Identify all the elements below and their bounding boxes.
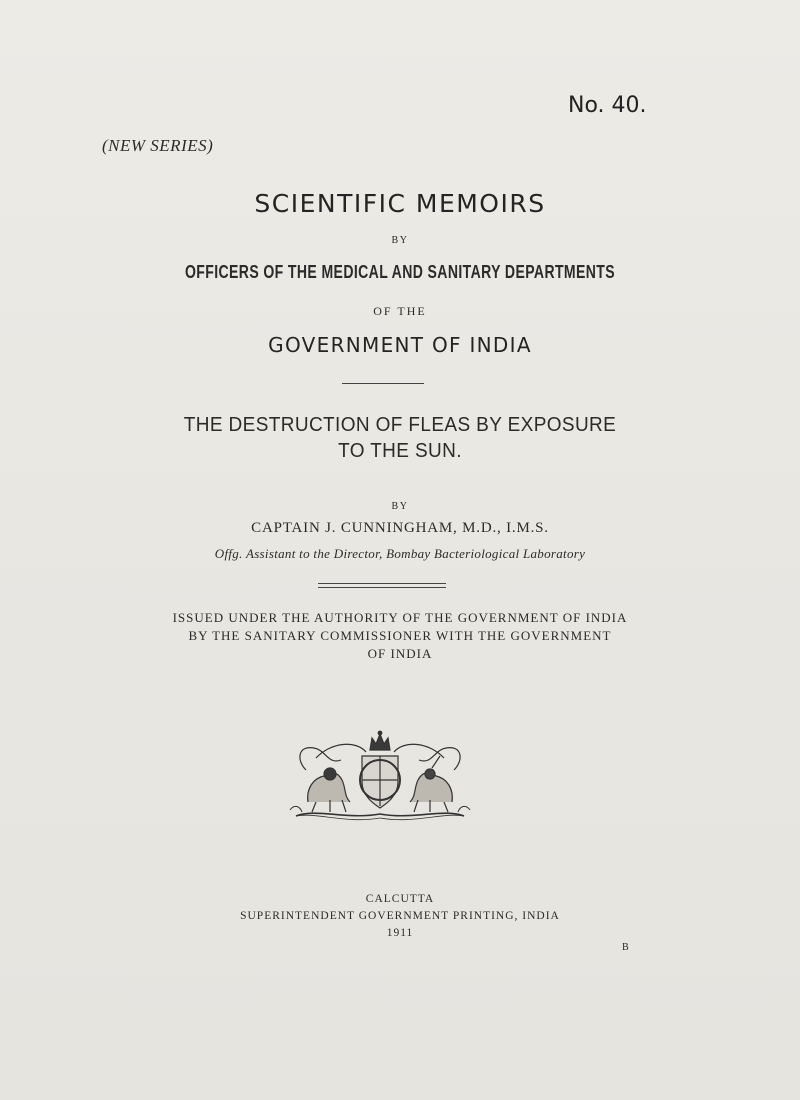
government-heading: GOVERNMENT OF INDIA xyxy=(268,333,532,357)
signature-mark: B xyxy=(622,942,630,953)
imprint-year: 1911 xyxy=(386,927,414,939)
page-title: SCIENTIFIC MEMOIRS xyxy=(254,189,546,218)
imprint-printer: SUPERINTENDENT GOVERNMENT PRINTING, INDIA xyxy=(240,910,560,922)
imprint-city: CALCUTTA xyxy=(365,893,435,905)
paper-title-line-2: TO THE SUN. xyxy=(338,440,462,462)
royal-coat-of-arms-icon xyxy=(286,730,474,822)
by-label: BY xyxy=(391,235,409,246)
paper-title-line-1: THE DESTRUCTION OF FLEAS BY EXPOSURE xyxy=(183,414,617,436)
issued-line: ISSUED UNDER THE AUTHORITY OF THE GOVERNMENT OF INDIA xyxy=(172,610,628,625)
memoir-number: No. 40. xyxy=(568,93,647,118)
series-label: (NEW SERIES) xyxy=(102,136,214,155)
divider-rule xyxy=(342,383,424,384)
author-by-label: BY xyxy=(391,501,409,512)
subtitle: OFFICERS OF THE MEDICAL AND SANITARY DEPARTMENTS xyxy=(184,262,616,282)
double-divider-rule xyxy=(318,583,446,588)
author-affiliation: Offg. Assistant to the Director, Bombay Bacteriological Laboratory xyxy=(214,546,586,561)
issued-line: BY THE SANITARY COMMISSIONER WITH THE GOVERNMENT xyxy=(188,628,612,643)
author-name: CAPTAIN J. CUNNINGHAM, M.D., I.M.S. xyxy=(251,520,549,536)
issued-line: OF INDIA xyxy=(367,646,433,661)
of-the-label: OF THE xyxy=(373,304,427,318)
